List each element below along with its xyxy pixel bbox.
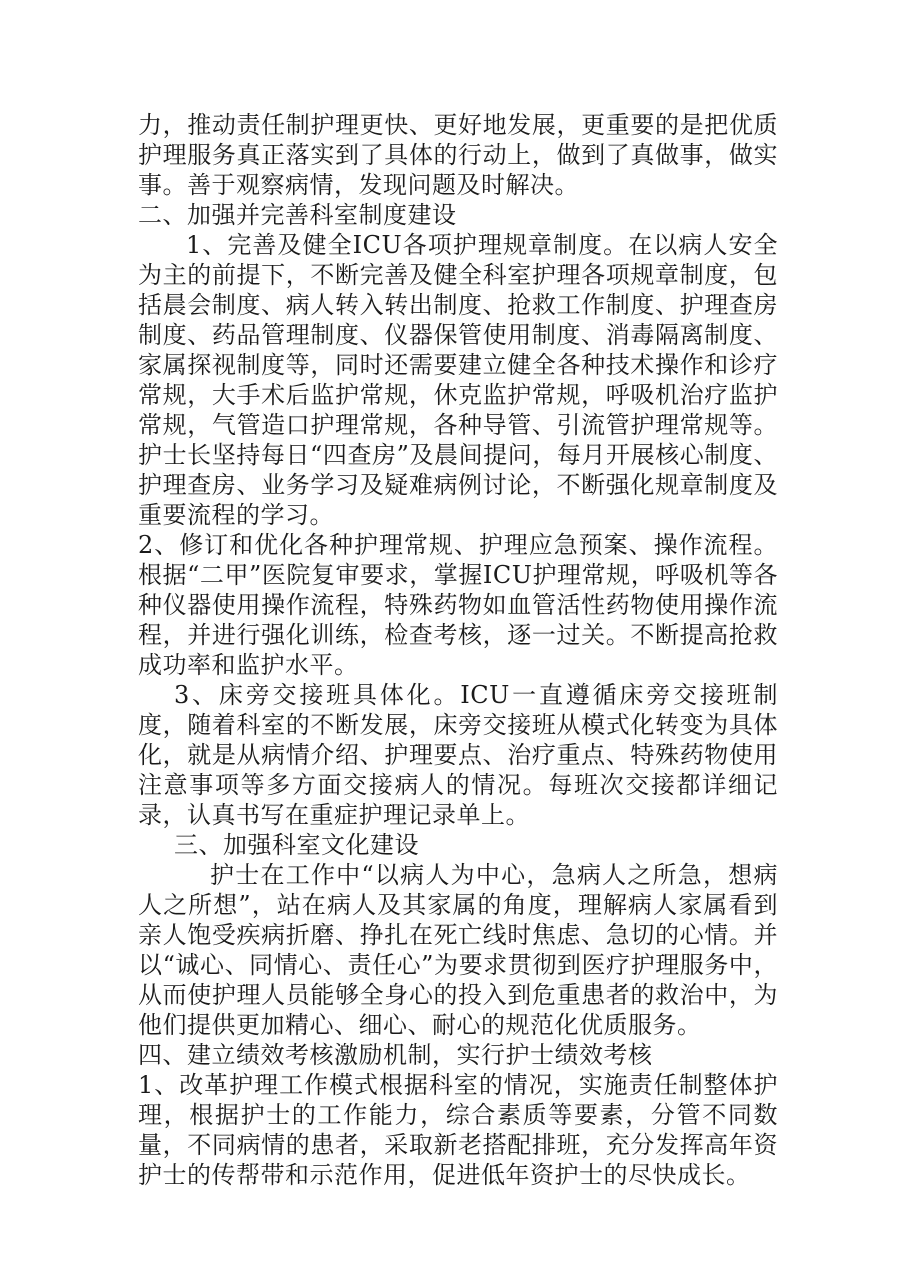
paragraph-2-2: 2、修订和优化各种护理常规、护理应急预案、操作流程。根据“二甲”医院复审要求，掌握ICU护理常规，呼吸机等各种仪器使用操作流程，特殊药物如血管活性药物使用操作流程，并进行强化训练，检查考核，逐一过关。不断提高抢救成功率和监护水平。 bbox=[138, 531, 778, 679]
paragraph-2-1: 1、完善及健全ICU各项护理规章制度。在以病人安全为主的前提下，不断完善及健全科室护理各项规章制度，包括晨会制度、病人转入转出制度、抢救工作制度、护理查房制度、药品管理制度、仪器保管使用制度、消毒隔离制度、家属探视制度等，同时还需要建立健全各种技术操作和诊疗常规，大手术后监护常规，休克监护常规，呼吸机治疗监护常规，气管造口护理常规，各种导管、引流管护理常规等。护士长坚持每日“四查房”及晨间提问，每月开展核心制度、护理查房、业务学习及疑难病例讨论，不断强化规章制度及重要流程的学习。 bbox=[138, 231, 778, 529]
section-heading-4: 四、建立绩效考核激励机制，实行护士绩效考核 bbox=[138, 1041, 653, 1069]
paragraph-continuation: 力，推动责任制护理更快、更好地发展，更重要的是把优质护理服务真正落实到了具体的行动上，做到了真做事，做实事。善于观察病情，发现问题及时解决。 bbox=[138, 111, 778, 199]
paragraph-4-1: 1、改革护理工作模式根据科室的情况，实施责任制整体护理，根据护士的工作能力，综合素质等要素，分管不同数量，不同病情的患者，采取新老搭配排班，充分发挥高年资护士的传帮带和示范作用，促进低年资护士的尽快成长。 bbox=[138, 1071, 778, 1189]
paragraph-3-1: 护士在工作中“以病人为中心，急病人之所急，想病人之所想”，站在病人及其家属的角度，理解病人家属看到亲人饱受疾病折磨、挣扎在死亡线时焦虑、急切的心情。并以“诚心、同情心、责任心”为要求贯彻到医疗护理服务中，从而使护理人员能够全身心的投入到危重患者的救治中，为他们提供更加精心、细心、耐心的规范化优质服务。 bbox=[138, 861, 778, 1039]
section-heading-2: 二、加强并完善科室制度建设 bbox=[138, 201, 457, 229]
paragraph-2-3: 3、床旁交接班具体化。ICU一直遵循床旁交接班制度，随着科室的不断发展，床旁交接班从模式化转变为具体化，就是从病情介绍、护理要点、治疗重点、特殊药物使用注意事项等多方面交接病人的情况。每班次交接都详细记录，认真书写在重症护理记录单上。 bbox=[138, 681, 778, 829]
document-body bbox=[138, 110, 778, 1190]
section-heading-3: 三、加强科室文化建设 bbox=[174, 831, 419, 859]
